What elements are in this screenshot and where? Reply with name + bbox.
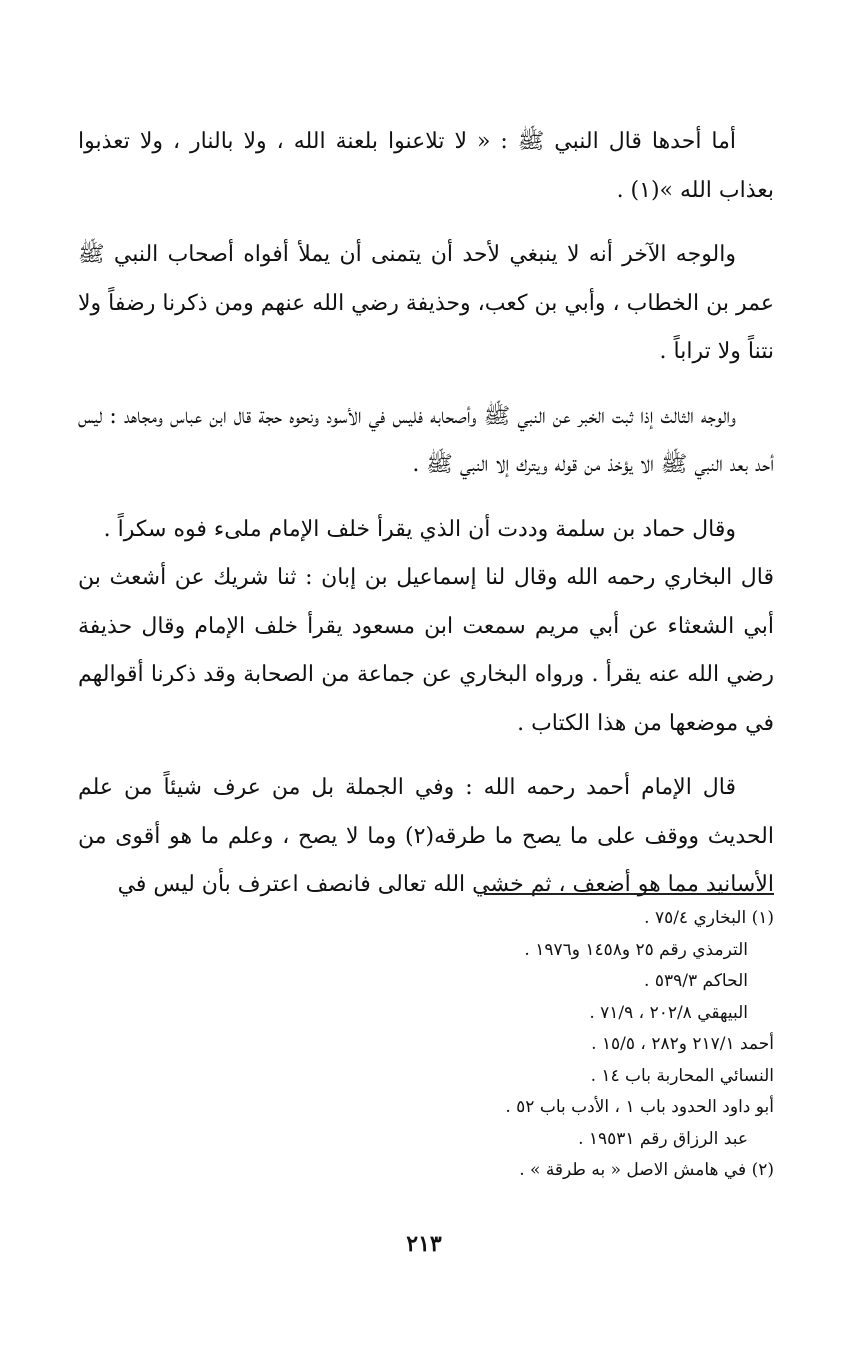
footnote-1-reference: أبو داود الحدود باب ١ ، الأدب باب ٥٢ . bbox=[505, 1097, 774, 1117]
footnote-1-reference: الترمذي رقم ٢٥ و١٤٥٨ و١٩٧٦ . bbox=[524, 939, 748, 960]
footnote-1-reference: عبد الرزاق رقم ١٩٥٣١ . bbox=[578, 1128, 748, 1149]
page-number: ٢١٣ bbox=[406, 1231, 442, 1257]
footnote-1-reference: أحمد ٢١٧/١ و٢٨٢ ، ١٥/٥ . bbox=[591, 1034, 774, 1054]
footnotes bbox=[200, 903, 774, 1187]
footnote-1-reference: النسائي المحاربة باب ١٤ . bbox=[590, 1065, 774, 1086]
footnote-separator bbox=[484, 893, 774, 895]
main-text bbox=[78, 118, 774, 910]
paragraph-imam-ahmad: قال الإمام أحمد رحمه الله : وفي الجملة بل من عرف شيئاً من علم الحديث ووقف على ما يصح ما طرقه(٢) وما لا يصح ، وعلم ما هو أقوى من الأسانيد مما هو أضعف ، ثم خشي الله تعالى فانصف اعترف بأن ليس في bbox=[78, 775, 774, 897]
paragraph-bukhari-narration: قال البخاري رحمه الله وقال لنا إسماعيل بن إبان : ثنا شريك عن أشعث بن أبي الشعثاء عن أبي مريم سمعت ابن مسعود يقرأ خلف الإمام وقال حذيفة رضي الله عنه يقرأ . ورواه البخاري عن جماعة من الصحابة وقد ذكرنا أقوالهم في موضعها من هذا الكتاب . bbox=[78, 565, 774, 736]
paragraph-second-aspect: والوجه الآخر أنه لا ينبغي لأحد أن يتمنى أن يملأ أفواه أصحاب النبي ﷺ عمر بن الخطاب ، وأبي بن كعب، وحذيفة رضي الله عنهم ومن ذكرنا رضفاً ولا نتناً ولا تراباً . bbox=[78, 242, 774, 364]
footnote-1: (١) البخاري ٧٥/٤ . bbox=[644, 908, 774, 928]
footnote-1-reference: البيهقي ٢٠٢/٨ ، ٧١/٩ . bbox=[589, 1002, 748, 1023]
paragraph-hammad-quote: وقال حماد بن سلمة وددت أن الذي يقرأ خلف الإمام ملىء فوه سكراً . bbox=[103, 516, 736, 542]
footnote-2: (٢) في هامش الاصل « به طرقة » . bbox=[519, 1160, 774, 1180]
footnote-1-reference: الحاكم ٥٣٩/٣ . bbox=[644, 971, 748, 991]
paragraph-first-aspect: أما أحدها قال النبي ﷺ : « لا تلاعنوا بلعنة الله ، ولا بالنار ، ولا تعذبوا بعذاب الله »(١) . bbox=[78, 129, 774, 203]
paragraph-third-aspect: والوجه الثالث إذا ثبت الخبر عن النبي ﷺ وأصحابه فليس في الأسود ونحوه حجة قال ابن عباس ومجاهد : ليس أحد بعد النبي ﷺ الا يؤخذ من قوله ويترك إلا النبي ﷺ . bbox=[78, 403, 774, 477]
